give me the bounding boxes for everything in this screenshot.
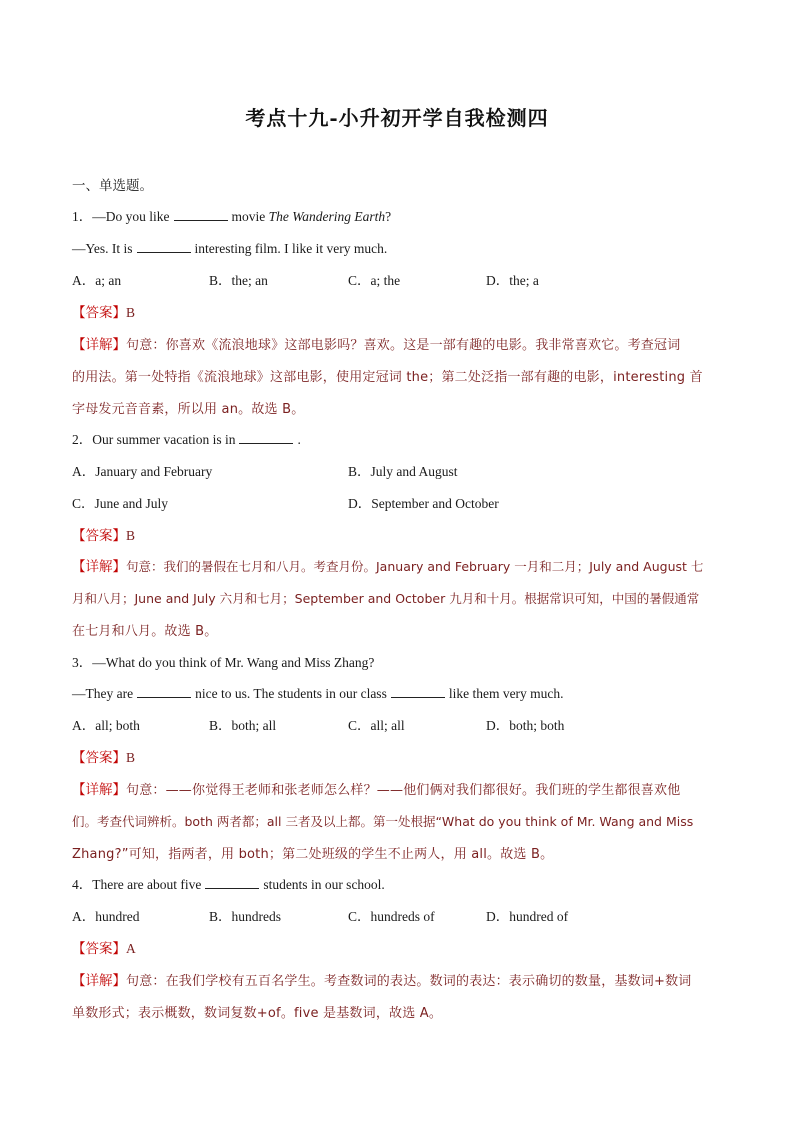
option-c: C．hundreds of bbox=[348, 909, 435, 924]
question-number: 2． bbox=[72, 432, 93, 447]
answer-blank bbox=[239, 430, 293, 444]
answer-blank bbox=[205, 875, 259, 889]
answer-blank bbox=[174, 207, 228, 221]
page-title: 考点十九-小升初开学自我检测四 bbox=[245, 106, 549, 130]
detail-line: 在七月和八月。故选 B。 bbox=[72, 624, 218, 639]
answer-blank bbox=[137, 239, 191, 253]
option-b: B．July and August bbox=[348, 464, 458, 479]
option-a: A．a; an bbox=[72, 273, 122, 288]
detail-line: 【详解】句意：在我们学校有五百名学生。考查数词的表达。数词的表达：表示确切的数量，基数词+数词 bbox=[72, 973, 692, 989]
detail-tag: 【详解】 bbox=[72, 559, 126, 575]
option-c: C．June and July bbox=[72, 496, 168, 511]
option-a: A．all; both bbox=[72, 718, 140, 733]
detail-line: 【详解】句意：我们的暑假在七月和八月。考查月份。January and February 一月和二月；July and August 七 bbox=[72, 559, 704, 575]
question-1-line-2: —Yes. It is interesting film. I like it very much. bbox=[72, 241, 388, 256]
detail-line: 【详解】句意：你喜欢《流浪地球》这部电影吗？喜欢。这是一部有趣的电影。我非常喜欢它。考查冠词 bbox=[72, 337, 681, 353]
answer-value: A bbox=[126, 941, 136, 956]
option-b: B．the; an bbox=[209, 273, 268, 288]
movie-title: The Wandering Earth bbox=[268, 209, 386, 224]
detail-line: 单数形式；表示概数，数词复数+of。five 是基数词，故选 A。 bbox=[72, 1006, 443, 1021]
answer-line bbox=[72, 939, 724, 959]
option-d: D．both; both bbox=[486, 718, 565, 733]
answer-value: B bbox=[126, 750, 136, 765]
detail-tag: 【详解】 bbox=[72, 973, 126, 989]
answer-blank bbox=[137, 684, 191, 698]
detail-line: 【详解】句意：——你觉得王老师和张老师怎么样？——他们俩对我们都很好。我们班的学生都很喜欢他 bbox=[72, 782, 681, 798]
detail-line: 的用法。第一处特指《流浪地球》这部电影，使用定冠词 the；第二处泛指一部有趣的电影，interesting 首 bbox=[72, 370, 703, 385]
answer-value: B bbox=[126, 528, 136, 543]
option-c: C．all; all bbox=[348, 718, 405, 733]
question-2: 2．Our summer vacation is in . bbox=[72, 432, 301, 447]
question-1: 1．—Do you like movie The Wandering Earth? bbox=[72, 209, 392, 224]
detail-line: 月和八月；June and July 六月和七月；September and October 九月和十月。根据常识可知，中国的暑假通常 bbox=[72, 591, 700, 606]
section-heading: 一、单选题。 bbox=[72, 178, 153, 194]
option-b: B．hundreds bbox=[209, 909, 281, 924]
option-d: D．hundred of bbox=[486, 909, 569, 924]
answer-value: B bbox=[126, 305, 136, 320]
detail-tag: 【详解】 bbox=[72, 337, 126, 353]
answer-tag: 【答案】 bbox=[72, 528, 126, 544]
answer-blank bbox=[391, 684, 445, 698]
option-a: A．January and February bbox=[72, 464, 213, 479]
detail-line: 们。考查代词辨析。both 两者都；all 三者及以上都。第一处根据“What do you think of Mr. Wang and Miss bbox=[72, 814, 694, 829]
question-number: 3． bbox=[72, 655, 93, 670]
answer-tag: 【答案】 bbox=[72, 750, 126, 766]
answer-tag: 【答案】 bbox=[72, 941, 126, 957]
question-number: 4． bbox=[72, 877, 93, 892]
answer-line bbox=[72, 748, 724, 768]
answer-line bbox=[72, 303, 724, 323]
detail-tag: 【详解】 bbox=[72, 782, 126, 798]
question-4: 4．There are about five students in our school. bbox=[72, 877, 385, 892]
question-3-line-2: —They are nice to us. The students in our class like them very much. bbox=[72, 686, 564, 701]
question-3: 3．—What do you think of Mr. Wang and Miss Zhang? bbox=[72, 655, 375, 670]
option-a: A．hundred bbox=[72, 909, 140, 924]
option-c: C．a; the bbox=[348, 273, 401, 288]
option-b: B．both; all bbox=[209, 718, 277, 733]
answer-line bbox=[72, 526, 724, 546]
option-d: D．the; a bbox=[486, 273, 539, 288]
question-number: 1． bbox=[72, 209, 93, 224]
detail-line: 字母发元音音素，所以用 an。故选 B。 bbox=[72, 402, 305, 417]
option-d: D．September and October bbox=[348, 496, 499, 511]
detail-line: Zhang?”可知，指两者，用 both；第二处班级的学生不止两人，用 all。故选 B。 bbox=[72, 847, 554, 862]
answer-tag: 【答案】 bbox=[72, 305, 126, 321]
